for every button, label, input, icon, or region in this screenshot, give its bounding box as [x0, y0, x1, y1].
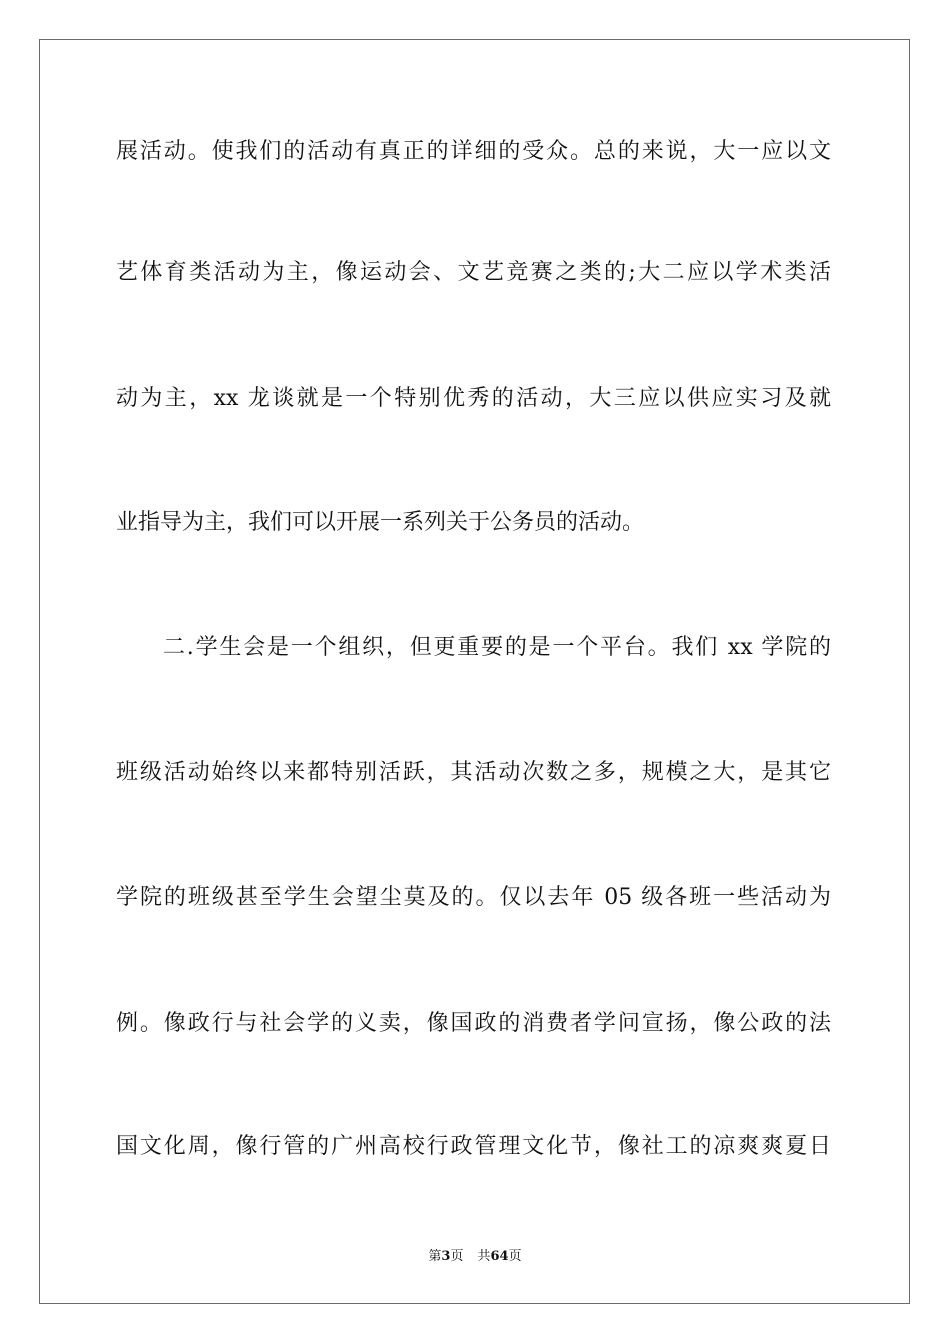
paragraph-line: 班级活动始终以来都特别活跃，其活动次数之多，规模之大，是其它: [116, 760, 831, 785]
page-number: 3: [441, 1249, 451, 1264]
total-prefix: 共: [477, 1249, 491, 1264]
paragraph-line: 业指导为主，我们可以开展一系列关于公务员的活动。: [116, 510, 645, 535]
paragraph-line: 学院的班级甚至学生会望尘莫及的。仅以去年 05 级各班一些活动为: [116, 885, 831, 910]
total-pages: 64: [490, 1249, 509, 1264]
total-suffix: 页: [508, 1249, 522, 1264]
page-suffix: 页: [450, 1249, 464, 1264]
page-footer: [0, 1248, 950, 1266]
page-frame: [39, 39, 910, 1304]
paragraph-line: 国文化周，像行管的广州高校行政管理文化节，像社工的凉爽爽夏日: [116, 1134, 831, 1159]
paragraph-line: 艺体育类活动为主，像运动会、文艺竞赛之类的;大二应以学术类活: [116, 260, 831, 285]
paragraph-line: 展活动。使我们的活动有真正的详细的受众。总的来说，大一应以文: [116, 139, 831, 164]
page-prefix: 第: [428, 1249, 442, 1264]
paragraph-line: 动为主，xx 龙谈就是一个特别优秀的活动，大三应以供应实习及就: [116, 386, 831, 411]
paragraph-line: 二.学生会是一个组织，但更重要的是一个平台。我们 xx 学院的: [163, 635, 831, 660]
paragraph-line: 例。像政行与社会学的义卖，像国政的消费者学问宣扬，像公政的法: [116, 1011, 831, 1036]
